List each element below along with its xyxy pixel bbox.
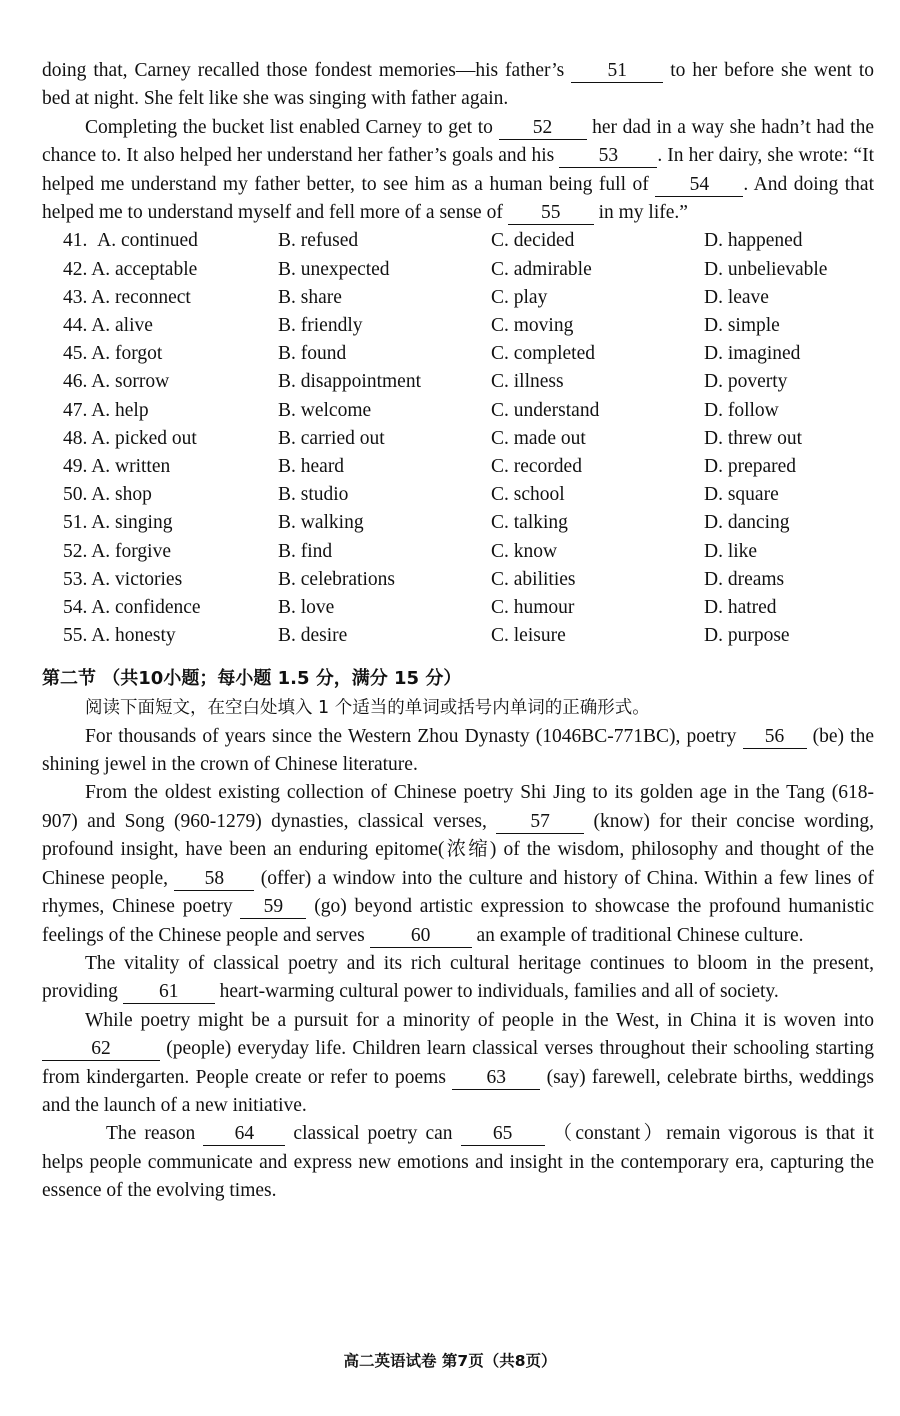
- blank-52[interactable]: 52: [499, 117, 587, 140]
- passage-text: The vitality of classical poetry and its rich cultural heritage continues to bloom in the present, providing: [42, 952, 874, 1003]
- passage-text: （constant）remain vigorous is that it helps people communicate and express new emotions and insight in the contemporary era, capturing the essence of the evolving times.: [42, 1123, 874, 1202]
- option-row: [42, 566, 874, 594]
- option-c[interactable]: C. understand: [491, 399, 600, 421]
- option-b[interactable]: B. celebrations: [278, 568, 395, 590]
- option-d[interactable]: D. dancing: [704, 512, 790, 534]
- option-a[interactable]: 49. A. written: [63, 455, 171, 477]
- option-a[interactable]: 42. A. acceptable: [63, 258, 198, 280]
- passage-paragraph: [42, 723, 874, 780]
- passage-paragraph: [42, 57, 874, 114]
- option-c[interactable]: C. play: [491, 286, 548, 308]
- passage-paragraph: [42, 114, 874, 228]
- option-d[interactable]: D. follow: [704, 399, 779, 421]
- option-row: [42, 453, 874, 481]
- option-row: [42, 312, 874, 340]
- passage-text: Completing the bucket list enabled Carney to get to: [85, 116, 499, 138]
- blank-64[interactable]: 64: [203, 1123, 285, 1146]
- option-row: [42, 256, 874, 284]
- option-row: [42, 594, 874, 622]
- option-b[interactable]: B. desire: [278, 625, 348, 647]
- option-b[interactable]: B. unexpected: [278, 258, 390, 280]
- option-d[interactable]: D. dreams: [704, 568, 785, 590]
- option-a[interactable]: 55. A. honesty: [63, 625, 176, 647]
- option-a[interactable]: 43. A. reconnect: [63, 286, 191, 308]
- option-a[interactable]: 46. A. sorrow: [63, 371, 170, 393]
- option-c[interactable]: C. humour: [491, 596, 575, 618]
- passage-text: doing that, Carney recalled those fondest memories—his father’s: [42, 60, 572, 81]
- option-row: [42, 284, 874, 312]
- option-d[interactable]: D. purpose: [704, 625, 790, 647]
- passage-text: . And doing that helped me to understand myself and fell more of a sense of: [42, 173, 875, 224]
- blank-57[interactable]: 57: [496, 811, 584, 834]
- option-a[interactable]: 52. A. forgive: [63, 540, 171, 562]
- blank-55[interactable]: 55: [508, 202, 594, 225]
- option-d[interactable]: D. square: [704, 484, 779, 506]
- option-b[interactable]: B. studio: [278, 484, 349, 506]
- option-c[interactable]: C. moving: [491, 315, 574, 336]
- option-a[interactable]: 50. A. shop: [63, 484, 152, 506]
- option-d[interactable]: D. simple: [704, 315, 780, 336]
- passage-paragraph: [42, 1007, 874, 1121]
- option-a[interactable]: 54. A. confidence: [63, 596, 201, 618]
- option-row: [42, 622, 874, 650]
- option-d[interactable]: D. imagined: [704, 343, 801, 365]
- option-b[interactable]: B. found: [278, 343, 347, 365]
- option-a[interactable]: 45. A. forgot: [63, 343, 163, 365]
- passage-text: From the oldest existing collection of Chinese poetry Shi Jing to its golden age in the Tang (618-907) and Song (960-1279) dynasties, classical verses,: [42, 782, 874, 832]
- option-row: [42, 425, 874, 453]
- option-c[interactable]: C. talking: [491, 512, 568, 534]
- option-row: [42, 481, 874, 509]
- option-c[interactable]: C. admirable: [491, 258, 592, 280]
- option-c[interactable]: C. school: [491, 484, 565, 506]
- option-c[interactable]: C. recorded: [491, 455, 582, 477]
- option-d[interactable]: D. like: [704, 540, 758, 562]
- passage-text: (offer) a window into the culture and history of China. Within a few lines of rhymes, Chinese poetry: [42, 867, 874, 918]
- option-b[interactable]: B. friendly: [278, 315, 363, 336]
- option-a[interactable]: 44. A. alive: [63, 315, 153, 336]
- option-b[interactable]: B. love: [278, 596, 335, 618]
- option-d[interactable]: D. hatred: [704, 596, 777, 618]
- passage-text: to her before she went to bed at night. She felt like she was singing with father again.: [42, 60, 874, 110]
- option-b[interactable]: B. find: [278, 540, 333, 562]
- option-a[interactable]: 51. A. singing: [63, 512, 173, 534]
- page-footer: 高二英语试卷 第7页（共8页）: [343, 1352, 557, 1370]
- option-d[interactable]: D. poverty: [704, 371, 788, 393]
- section-heading: 第二节 （共10小题；每小题 1.5 分，满分 15 分）: [42, 668, 462, 690]
- option-a[interactable]: 53. A. victories: [63, 568, 183, 590]
- passage-text: heart-warming cultural power to individuals, families and all of society.: [214, 981, 779, 1003]
- passage-text: in my life.”: [593, 202, 688, 224]
- option-d[interactable]: D. unbelievable: [704, 258, 828, 280]
- option-b[interactable]: B. heard: [278, 455, 345, 477]
- passage-text: (say) farewell, celebrate births, weddings and the launch of a new initiative.: [42, 1066, 874, 1116]
- blank-63[interactable]: 63: [452, 1067, 540, 1090]
- section-instruction: 阅读下面短文，在空白处填入 1 个适当的单词或括号内单词的正确形式。: [85, 698, 650, 719]
- option-a[interactable]: 41. A. continued: [63, 230, 198, 252]
- option-c[interactable]: C. know: [491, 540, 558, 562]
- passage-text: (go) beyond artistic expression to showcase the profound humanistic feelings of the Chinese people and serves: [42, 896, 874, 946]
- option-a[interactable]: 48. A. picked out: [63, 427, 197, 449]
- blank-59[interactable]: 59: [240, 896, 306, 919]
- option-d[interactable]: D. happened: [704, 230, 803, 252]
- blank-62[interactable]: 62: [42, 1038, 160, 1061]
- blank-53[interactable]: 53: [559, 145, 657, 168]
- option-b[interactable]: B. carried out: [278, 427, 385, 449]
- blank-51[interactable]: 51: [571, 60, 663, 83]
- option-b[interactable]: B. disappointment: [278, 371, 421, 393]
- option-row: [42, 509, 874, 537]
- exam-page: [42, 57, 874, 1206]
- passage-text: her dad in a way she hadn’t had the chance to. It also helped her understand her father’s goals and his: [42, 116, 874, 167]
- blank-60[interactable]: 60: [370, 925, 472, 948]
- passage-paragraph: [42, 1120, 874, 1205]
- option-a[interactable]: 47. A. help: [63, 399, 149, 421]
- blank-65[interactable]: 65: [461, 1123, 545, 1146]
- option-d[interactable]: D. threw out: [704, 427, 803, 449]
- option-d[interactable]: D. prepared: [704, 455, 797, 477]
- blank-58[interactable]: 58: [174, 868, 254, 891]
- blank-56[interactable]: 56: [743, 726, 807, 749]
- option-c[interactable]: C. decided: [491, 230, 575, 252]
- option-c[interactable]: C. abilities: [491, 568, 576, 590]
- option-c[interactable]: C. made out: [491, 427, 586, 449]
- passage-text: an example of traditional Chinese culture.: [471, 924, 804, 946]
- passage-text: For thousands of years since the Western Zhou Dynasty (1046BC-771BC), poetry: [85, 725, 743, 747]
- passage-paragraph: [42, 779, 874, 949]
- passage-text: (be) the shining jewel in the crown of Chinese literature.: [42, 725, 874, 776]
- option-row: [42, 340, 874, 368]
- blank-54[interactable]: 54: [655, 174, 743, 197]
- option-row: [42, 368, 874, 396]
- passage-paragraph: [42, 950, 874, 1007]
- passage-text: . In her dairy, she wrote: “It helped me understand my father better, to see him as a human being full of: [42, 145, 874, 195]
- option-row: [42, 227, 874, 255]
- option-row: [42, 397, 874, 425]
- passage-text: While poetry might be a pursuit for a minority of people in the West, in China it is woven into: [85, 1009, 874, 1031]
- option-c[interactable]: C. illness: [491, 371, 564, 393]
- option-d[interactable]: D. leave: [704, 286, 769, 308]
- passage-text: (people) everyday life. Children learn classical verses throughout their schooling starting from kindergarten. People create or refer to poems: [42, 1038, 874, 1088]
- option-row: [42, 538, 874, 566]
- option-b[interactable]: B. walking: [278, 512, 364, 534]
- option-c[interactable]: C. leisure: [491, 625, 566, 647]
- option-b[interactable]: B. share: [278, 286, 342, 308]
- passage-text: The reason: [106, 1123, 204, 1145]
- blank-61[interactable]: 61: [123, 981, 215, 1004]
- passage-text: (know) for their concise wording, profound insight, have been an enduring epitome(浓缩) of the wisdom, philosophy and thought of the Chinese people,: [42, 810, 874, 889]
- option-b[interactable]: B. refused: [278, 230, 359, 252]
- option-b[interactable]: B. welcome: [278, 399, 372, 421]
- option-c[interactable]: C. completed: [491, 343, 595, 365]
- passage-text: classical poetry can: [285, 1123, 461, 1145]
- options-table: [42, 227, 874, 650]
